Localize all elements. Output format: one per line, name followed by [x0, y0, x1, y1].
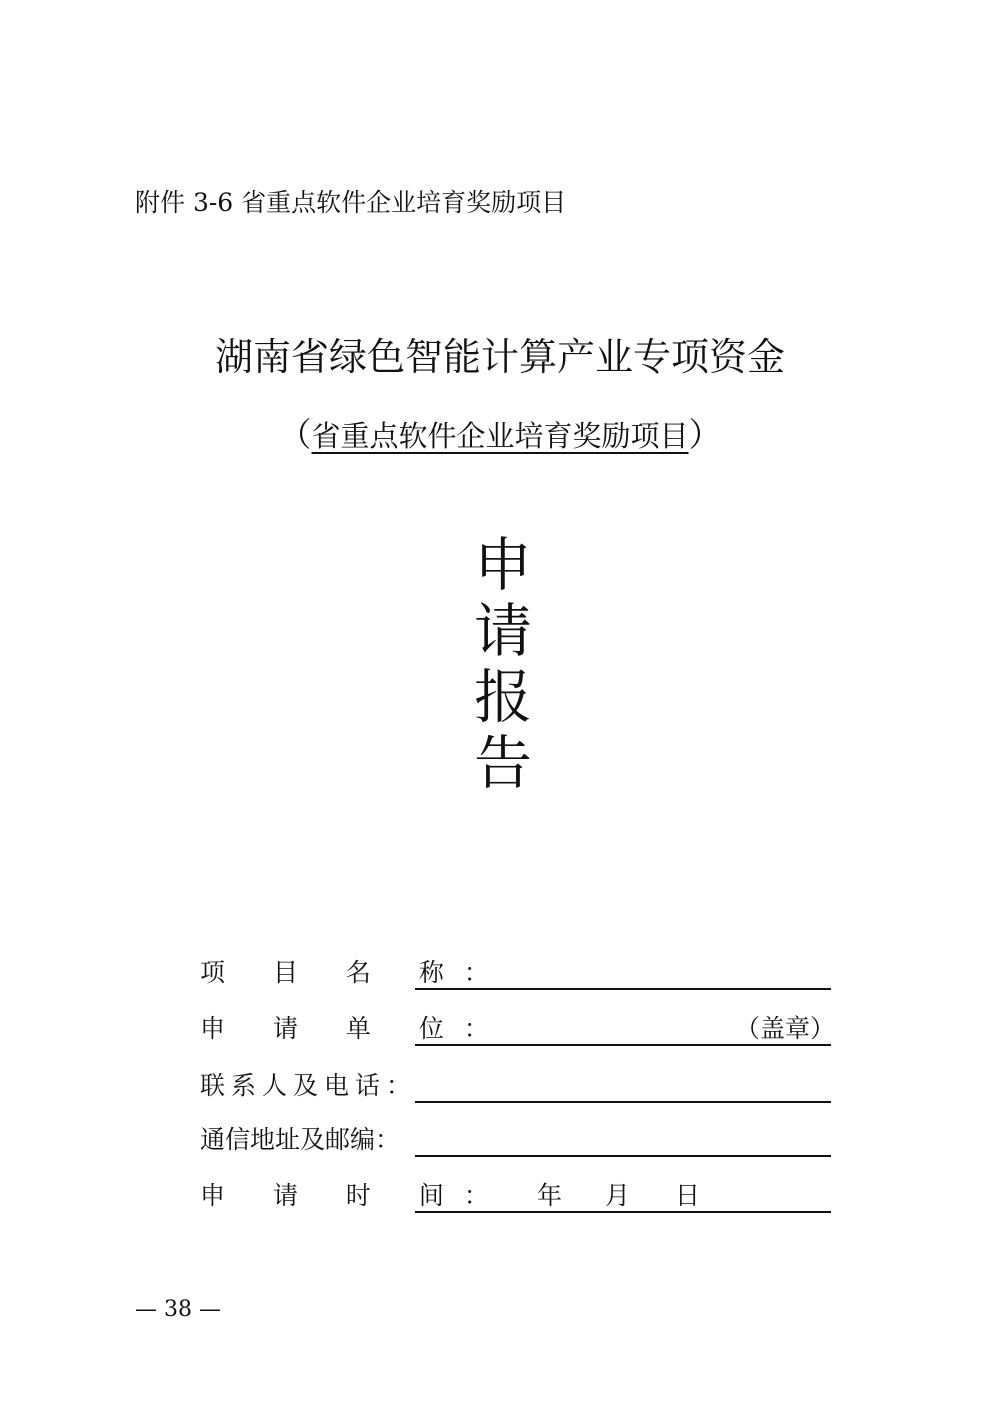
report-char: 申 — [473, 531, 532, 599]
page-number: — 38 — — [135, 1297, 221, 1322]
date-month: 月 — [605, 1181, 631, 1210]
address-label: 通信地址及邮编： — [200, 1125, 401, 1154]
date-day: 日 — [675, 1181, 701, 1210]
applicant-label: 申 请 单 位： — [200, 1014, 489, 1043]
seal-note: （盖章） — [735, 1014, 836, 1043]
project-name-field[interactable] — [415, 988, 831, 990]
subtitle-open-paren: （ — [278, 415, 312, 454]
project-name-label: 项 目 名 称： — [200, 958, 489, 987]
form-row-contact — [200, 1068, 840, 1108]
contact-field[interactable] — [415, 1101, 831, 1103]
report-char: 告 — [473, 729, 532, 797]
document-subtitle — [0, 413, 1000, 458]
subtitle-text: 省重点软件企业培育奖励项目 — [311, 419, 689, 453]
contact-label: 联系人及电话： — [200, 1071, 412, 1100]
form-row-date — [200, 1178, 840, 1218]
subtitle-close-paren: ） — [688, 415, 722, 454]
form-row-address — [200, 1122, 840, 1162]
document-title: 湖南省绿色智能计算产业专项资金 — [214, 335, 785, 379]
report-char: 报 — [473, 663, 532, 731]
address-field[interactable] — [415, 1155, 831, 1157]
form-row-applicant — [200, 1011, 840, 1051]
report-vertical-title — [458, 532, 548, 796]
date-year: 年 — [537, 1181, 563, 1210]
form-row-project-name — [200, 955, 840, 995]
report-char: 请 — [473, 597, 532, 665]
attachment-heading: 附件 3-6 省重点软件企业培育奖励项目 — [135, 188, 567, 217]
date-label: 申 请 时 间： — [200, 1181, 489, 1210]
